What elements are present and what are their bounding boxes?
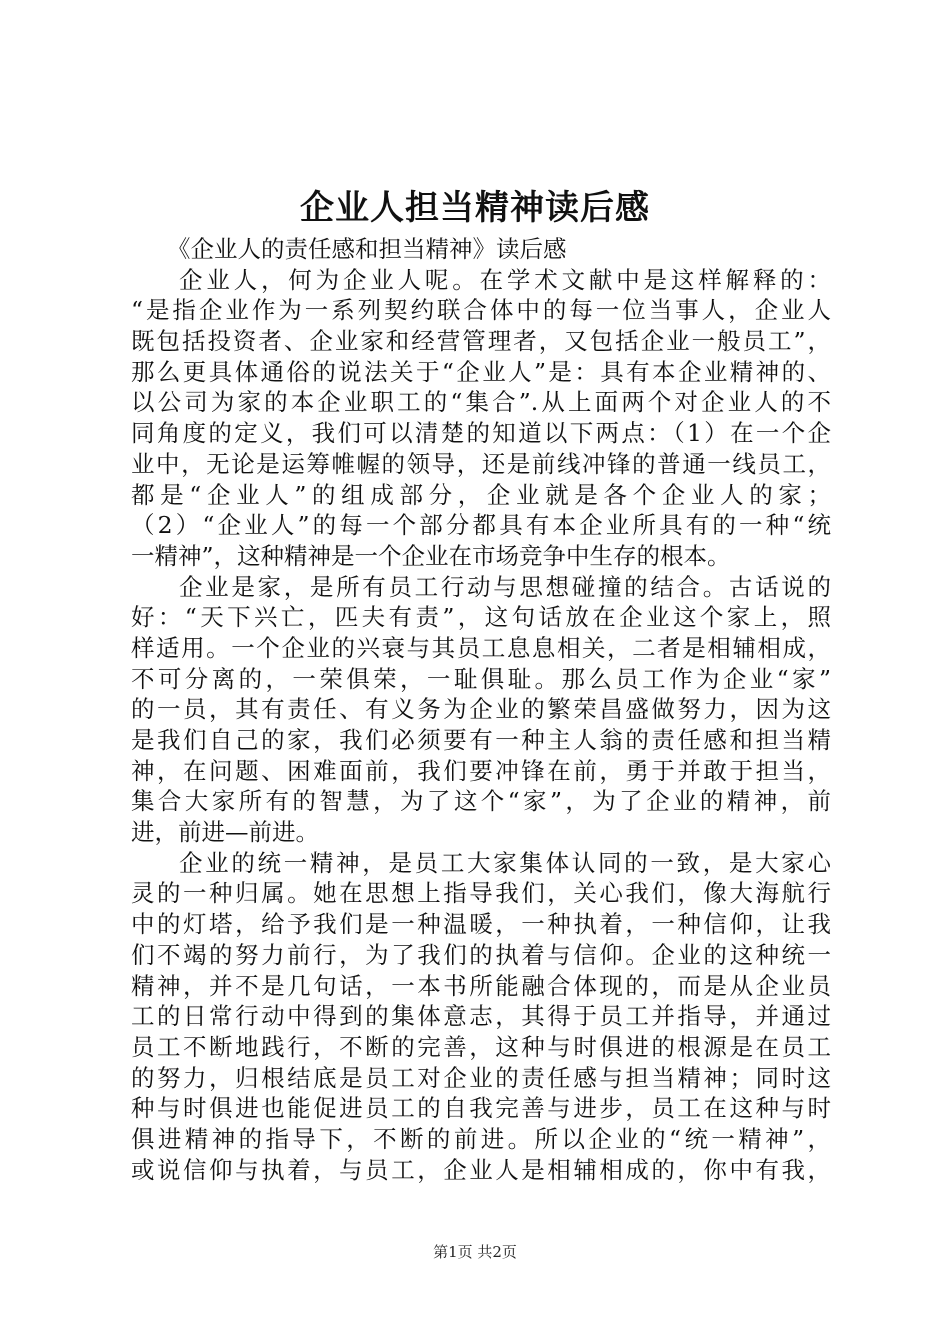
body-line: 那么更具体通俗的说法关于“企业人”是：具有本企业精神的、 — [131, 357, 831, 386]
body-line: 中的灯塔，给予我们是一种温暖，一种执着，一种信仰，让我 — [131, 910, 831, 939]
body-line: 工的日常行动中得到的集体意志，其得于员工并指导，并通过 — [131, 1002, 831, 1031]
body-line: 是我们自己的家，我们必须要有一种主人翁的责任感和担当精 — [131, 726, 831, 754]
body-line: 不可分离的，一荣俱荣，一耻俱耻。那么员工作为企业“家” — [131, 664, 831, 693]
body-line: 的一员，其有责任、有义务为企业的繁荣昌盛做努力，因为这 — [131, 695, 831, 724]
body-line: 集合大家所有的智慧，为了这个“家”，为了企业的精神，前 — [131, 787, 831, 816]
body-line: 企业的统一精神，是员工大家集体认同的一致，是大家心 — [179, 848, 831, 877]
body-line: 企业是家，是所有员工行动与思想碰撞的结合。古话说的 — [179, 572, 831, 601]
body-line: 俱进精神的指导下，不断的前进。所以企业的“统一精神”， — [131, 1124, 831, 1153]
body-line: 的努力，归根结底是员工对企业的责任感与担当精神；同时这 — [131, 1063, 831, 1092]
body-line: 《企业人的责任感和担当精神》读后感 — [167, 235, 567, 263]
body-line: 一精神”，这种精神是一个企业在市场竞争中生存的根本。 — [131, 541, 731, 570]
body-line: 灵的一种归属。她在思想上指导我们，关心我们，像大海航行 — [131, 879, 831, 908]
body-line: 种与时俱进也能促进员工的自我完善与进步，员工在这种与时 — [131, 1094, 831, 1123]
body-line: 企业人，何为企业人呢。在学术文献中是这样解释的： — [179, 265, 831, 294]
body-line: “是指企业作为一系列契约联合体中的每一位当事人，企业人 — [131, 296, 831, 325]
page-footer: 第1页 共2页 — [433, 1243, 517, 1261]
body-line: 样适用。一个企业的兴衰与其员工息息相关，二者是相辅相成， — [131, 633, 831, 662]
body-line: 同角度的定义，我们可以清楚的知道以下两点：（1）在一个企 — [131, 419, 831, 448]
body-line: 好：“天下兴亡，匹夫有责”，这句话放在企业这个家上，照 — [131, 603, 831, 632]
body-line: （2）“企业人”的每一个部分都具有本企业所具有的一种“统 — [131, 511, 831, 540]
body-line: 业中，无论是运筹帷幄的领导，还是前线冲锋的普通一线员工， — [131, 449, 831, 478]
body-line: 精神，并不是几句话，一本书所能融合体现的，而是从企业员 — [131, 971, 831, 1000]
body-line: 进，前进—前进。 — [131, 818, 319, 847]
body-line: 都是“企业人”的组成部分，企业就是各个企业人的家； — [131, 480, 831, 509]
document-body — [131, 234, 831, 1185]
body-line: 以公司为家的本企业职工的“集合”.从上面两个对企业人的不 — [131, 388, 831, 417]
body-line: 或说信仰与执着，与员工，企业人是相辅相成的，你中有我， — [131, 1155, 831, 1184]
body-line: 神，在问题、困难面前，我们要冲锋在前，勇于并敢于担当， — [131, 756, 831, 785]
body-line: 既包括投资者、企业家和经营管理者，又包括企业一般员工”， — [131, 327, 831, 356]
document-title: 企业人担当精神读后感 — [300, 188, 650, 228]
body-line: 们不竭的努力前行，为了我们的执着与信仰。企业的这种统一 — [131, 940, 831, 969]
body-line: 员工不断地践行，不断的完善，这种与时俱进的根源是在员工 — [131, 1032, 831, 1061]
